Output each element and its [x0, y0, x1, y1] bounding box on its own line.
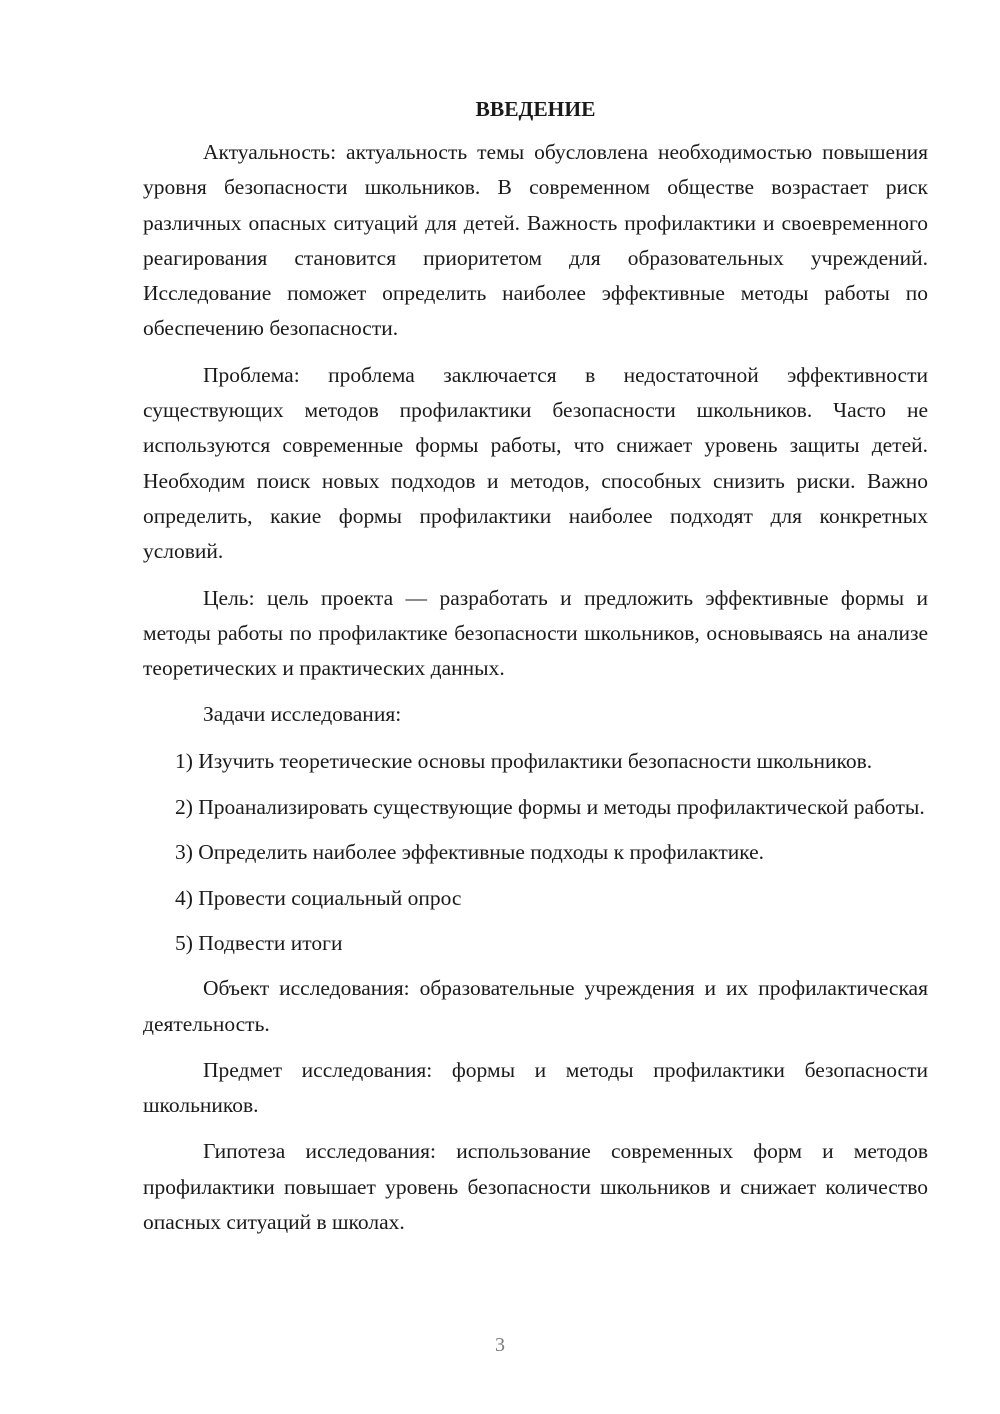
task-item-1: 1) Изучить теоретические основы профилактики безопасности школьников. — [175, 748, 873, 773]
paragraph-goal: Цель: цель проекта — разработать и предложить эффективные формы и методы работы по профилактике безопасности школьников, основываясь на анализе теоретических и практических данных. — [143, 585, 928, 681]
tasks-title: Задачи исследования: — [203, 702, 402, 727]
section-heading: ВВЕДЕНИЕ — [475, 97, 596, 121]
paragraph-subject: Предмет исследования: формы и методы профилактики безопасности школьников. — [143, 1057, 928, 1118]
task-item-5: 5) Подвести итоги — [175, 930, 343, 955]
task-item-2: 2) Проанализировать существующие формы и методы профилактической работы. — [175, 795, 925, 820]
page-number: 3 — [495, 1334, 505, 1356]
paragraph-relevance: Актуальность: актуальность темы обусловлена необходимостью повышения уровня безопасности школьников. В современном обществе возрастает риск различных опасных ситуаций для детей. Важность профилактики и своевременного реагирования становится приоритетом для образовательных учреждений. Исследование поможет определить наиболее эффективные методы работы по обеспечению безопасности. — [143, 140, 928, 341]
paragraph-problem: Проблема: проблема заключается в недостаточной эффективности существующих методов профилактики безопасности школьников. Часто не используются современные формы работы, что снижает уровень защиты детей. Необходим поиск новых подходов и методов, способных снизить риски. Важно определить, какие формы профилактики наиболее подходят для конкретных условий. — [143, 362, 928, 564]
task-item-4: 4) Провести социальный опрос — [175, 885, 462, 910]
paragraph-hypothesis: Гипотеза исследования: использование современных форм и методов профилактики повышает уровень безопасности школьников и снижает количество опасных ситуаций в школах. — [143, 1139, 928, 1235]
task-item-3: 3) Определить наиболее эффективные подходы к профилактике. — [175, 840, 765, 865]
paragraph-object: Объект исследования: образовательные учреждения и их профилактическая деятельность. — [143, 976, 928, 1036]
document-page — [143, 92, 928, 1240]
